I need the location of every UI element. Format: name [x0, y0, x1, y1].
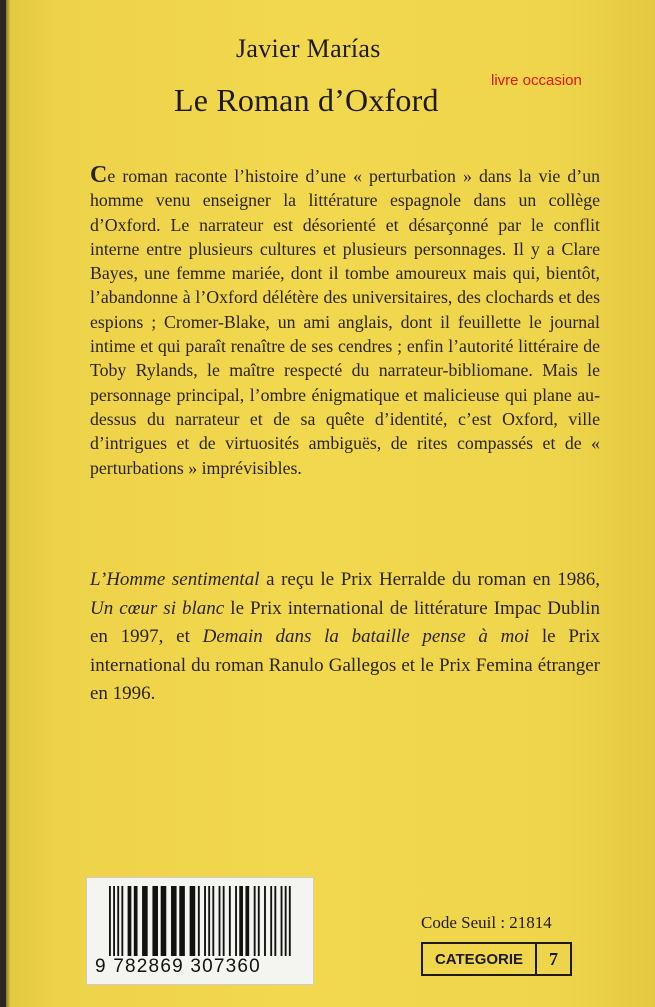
category-label: CATEGORIE	[423, 944, 537, 974]
award-text-2: le Prix international de littérature Impac Dublin en 1997, et	[90, 597, 601, 647]
blurb-paragraph	[90, 163, 600, 480]
award-book-1: L’Homme sentimental	[90, 569, 260, 590]
book-title: Le Roman d’Oxford	[174, 82, 439, 118]
blurb-text: e roman raconte l’histoire d’une « perturbation » dans la vie d’un homme venu enseigner la littérature espagnole dans un collège d’Oxford. Le narrateur est désorienté et désarçonné par le conflit interne entre plusieurs cultures et plusieurs personnages. Il y a Clare Bayes, une femme mariée, dont il tombe amoureux mais qui, bientôt, l’abandonne à l’Oxford délétère des universitaires, des clochards et des espions ; Cromer-Blake, un ami anglais, dont il feuillette le journal intime et qui paraît renaître de ses cendres ; enfin l’autorité littéraire de Toby Rylands, le maître respecté du narrateur-bibliomane. Mais le personnage principal, l’ombre énigmatique et malicieuse qui plane au-dessus du narrateur et de sa quête d’identité, c’est Oxford, ville d’intrigues et de virtuosités ambiguës, de rites compassés et de « perturbations » imprévisibles.	[90, 166, 600, 478]
author-name: Javier Marías	[236, 34, 381, 63]
award-book-2: Un cœur si blanc	[90, 597, 225, 619]
category-value: 7	[549, 948, 558, 969]
award-book-3: Demain dans la bataille pense à moi	[202, 626, 530, 647]
blurb-dropcap: C	[90, 162, 108, 188]
awards-paragraph	[90, 566, 600, 709]
code-seuil: Code Seuil : 21814	[421, 913, 552, 932]
award-text-3: le Prix international du roman Ranulo Gallegos et le Prix Femina étranger en 1996.	[90, 626, 601, 704]
used-book-stamp: livre occasion	[491, 72, 582, 89]
award-text-1: a reçu le Prix Herralde du roman en 1986,	[259, 569, 601, 590]
category-box	[421, 942, 572, 976]
isbn-barcode	[86, 877, 314, 985]
barcode-number: 9 782869 307360	[95, 956, 261, 977]
book-back-cover	[6, 0, 655, 1007]
barcode-bars	[109, 886, 293, 956]
